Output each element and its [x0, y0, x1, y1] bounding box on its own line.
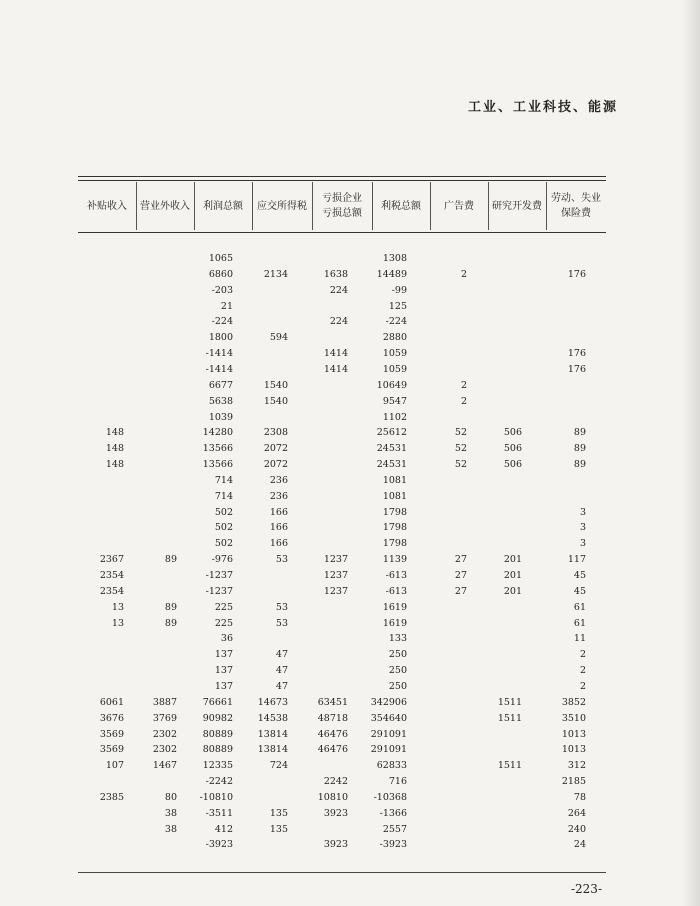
- table-row: [0, 491, 700, 507]
- table-cell-c7: 1511: [497, 712, 522, 724]
- table-cell-c1: 2302: [152, 728, 177, 740]
- table-cell-c3: 166: [269, 506, 288, 518]
- table-row: [0, 427, 700, 443]
- table-cell-c6: 52: [454, 443, 467, 455]
- column-header-c5: 利税总额: [381, 200, 421, 212]
- table-cell-c2: -1237: [205, 585, 233, 597]
- table-cell-c5: 354640: [370, 712, 407, 724]
- table-row: [0, 301, 700, 317]
- table-cell-c7: 506: [503, 459, 522, 471]
- table-cell-c6: 52: [454, 459, 467, 471]
- table-cell-c6: 27: [454, 570, 467, 581]
- table-row: [0, 285, 700, 301]
- table-cell-c8: 176: [567, 363, 586, 375]
- table-top-rule: [78, 176, 606, 177]
- table-cell-c5: 250: [388, 649, 407, 661]
- table-cell-c8: 264: [567, 807, 586, 819]
- table-cell-c2: 21: [220, 300, 233, 312]
- table-row: [0, 443, 700, 459]
- column-separator: [488, 182, 489, 230]
- table-cell-c1: 3887: [152, 696, 177, 708]
- table-row: [0, 633, 700, 649]
- table-cell-c6: 2: [460, 395, 467, 407]
- table-cell-c0: 2354: [99, 585, 124, 597]
- table-cell-c1: 1467: [152, 760, 177, 772]
- table-row: [0, 364, 700, 380]
- table-cell-c4: 46476: [317, 744, 348, 756]
- table-cell-c1: 80: [164, 791, 177, 803]
- column-separator: [430, 182, 431, 230]
- table-cell-c3: 13814: [257, 744, 288, 756]
- table-cell-c2: 502: [214, 538, 233, 550]
- table-cell-c3: 594: [269, 332, 288, 344]
- table-row: [0, 459, 700, 475]
- table-cell-c8: 1013: [561, 744, 586, 756]
- table-cell-c1: 89: [164, 601, 177, 613]
- table-cell-c2: 1800: [208, 332, 233, 344]
- column-header-c4: 亏损企业 亏损总额: [322, 193, 362, 219]
- table-cell-c2: 137: [214, 649, 233, 661]
- table-cell-c8: 3: [579, 506, 586, 518]
- table-row: [0, 522, 700, 538]
- table-cell-c5: 1059: [382, 348, 407, 360]
- table-row: [0, 618, 700, 634]
- table-row: [0, 507, 700, 523]
- table-row: [0, 808, 700, 824]
- table-cell-c2: 14280: [202, 427, 233, 439]
- table-cell-c8: 61: [573, 617, 586, 629]
- table-cell-c8: 78: [573, 791, 586, 803]
- table-cell-c2: -3511: [205, 807, 233, 819]
- table-cell-c0: 2354: [99, 570, 124, 581]
- table-cell-c2: 6860: [208, 268, 233, 280]
- table-row: [0, 412, 700, 428]
- table-cell-c2: -976: [211, 554, 233, 566]
- table-row: [0, 792, 700, 808]
- table-cell-c0: 13: [111, 601, 124, 613]
- table-cell-c7: 201: [503, 570, 522, 581]
- column-header-c0: 补贴收入: [87, 200, 127, 212]
- table-cell-c2: -3923: [205, 839, 233, 851]
- table-cell-c2: 36: [220, 633, 233, 645]
- table-cell-c1: 3769: [152, 712, 177, 724]
- table-cell-c4: 1237: [323, 585, 348, 597]
- table-cell-c5: 14489: [376, 268, 407, 280]
- table-cell-c3: 2308: [263, 427, 288, 439]
- table-header-bottom-rule: [78, 232, 606, 233]
- table-cell-c2: 502: [214, 506, 233, 518]
- table-cell-c2: 76661: [202, 696, 233, 708]
- table-cell-c0: 148: [105, 443, 124, 455]
- table-cell-c4: 10810: [317, 791, 348, 803]
- column-separator: [312, 182, 313, 230]
- table-cell-c3: 47: [275, 649, 288, 661]
- table-cell-c5: 24531: [376, 459, 407, 471]
- table-cell-c0: 3569: [99, 728, 124, 740]
- table-cell-c2: -1237: [205, 570, 233, 581]
- table-cell-c6: 2: [460, 379, 467, 391]
- table-cell-c7: 201: [503, 585, 522, 597]
- table-cell-c5: 133: [388, 633, 407, 645]
- table-cell-c0: 2367: [99, 554, 124, 566]
- section-title: 工业、工业科技、能源: [467, 100, 618, 115]
- table-row: [0, 538, 700, 554]
- table-cell-c1: 38: [164, 807, 177, 819]
- table-cell-c3: 53: [275, 601, 288, 613]
- table-row: [0, 332, 700, 348]
- table-cell-c8: 2: [579, 665, 586, 677]
- table-cell-c8: 3852: [561, 696, 586, 708]
- table-cell-c2: 13566: [202, 459, 233, 471]
- table-row: [0, 729, 700, 745]
- table-cell-c8: 1013: [561, 728, 586, 740]
- column-separator: [252, 182, 253, 230]
- table-cell-c5: 1619: [382, 617, 407, 629]
- table-cell-c5: 25612: [376, 427, 407, 439]
- table-cell-c8: 89: [573, 427, 586, 439]
- table-cell-c0: 3676: [99, 712, 124, 724]
- table-cell-c0: 2385: [99, 791, 124, 803]
- table-cell-c2: 502: [214, 522, 233, 534]
- table-cell-c2: 225: [214, 601, 233, 613]
- table-cell-c8: 45: [573, 585, 586, 597]
- table-cell-c8: 89: [573, 459, 586, 471]
- table-cell-c8: 176: [567, 348, 586, 360]
- table-cell-c2: 1039: [208, 411, 233, 423]
- table-cell-c5: -3923: [379, 839, 407, 851]
- table-cell-c8: 2: [579, 649, 586, 661]
- table-row: [0, 554, 700, 570]
- table-cell-c8: 3: [579, 538, 586, 550]
- column-separator: [372, 182, 373, 230]
- table-cell-c5: 1798: [382, 538, 407, 550]
- table-row: [0, 253, 700, 269]
- table-cell-c4: 46476: [317, 728, 348, 740]
- table-cell-c3: 236: [269, 474, 288, 486]
- table-cell-c3: 53: [275, 617, 288, 629]
- table-top-rule-inner: [78, 180, 606, 181]
- table-cell-c5: -99: [391, 284, 407, 296]
- table-cell-c3: 2072: [263, 443, 288, 455]
- table-row: [0, 380, 700, 396]
- table-cell-c0: 6061: [99, 696, 124, 708]
- table-row: [0, 824, 700, 840]
- table-cell-c2: -224: [211, 316, 233, 328]
- table-row: [0, 760, 700, 776]
- table-cell-c4: 3923: [323, 839, 348, 851]
- column-header-c3: 应交所得税: [257, 200, 307, 212]
- table-cell-c5: 1102: [382, 411, 407, 423]
- table-cell-c5: 62833: [376, 760, 407, 772]
- table-cell-c7: 506: [503, 443, 522, 455]
- table-cell-c5: 2557: [382, 823, 407, 835]
- table-cell-c8: 2185: [561, 776, 586, 788]
- table-cell-c8: 61: [573, 601, 586, 613]
- table-cell-c4: 1237: [323, 570, 348, 581]
- table-cell-c8: 312: [567, 760, 586, 772]
- table-cell-c2: 714: [214, 474, 233, 486]
- table-cell-c7: 506: [503, 427, 522, 439]
- table-cell-c5: -224: [385, 316, 407, 328]
- table-cell-c3: 724: [269, 760, 288, 772]
- table-cell-c2: -1414: [205, 363, 233, 375]
- table-cell-c7: 1511: [497, 696, 522, 708]
- table-row: [0, 602, 700, 618]
- table-cell-c6: 27: [454, 585, 467, 597]
- table-cell-c3: 135: [269, 823, 288, 835]
- table-cell-c3: 14673: [257, 696, 288, 708]
- table-cell-c8: 45: [573, 570, 586, 581]
- table-row: [0, 396, 700, 412]
- table-cell-c5: 1308: [382, 253, 407, 264]
- table-cell-c4: 48718: [317, 712, 348, 724]
- table-cell-c3: 53: [275, 554, 288, 566]
- table-cell-c3: 1540: [263, 379, 288, 391]
- table-cell-c2: 90982: [202, 712, 233, 724]
- table-cell-c3: 236: [269, 490, 288, 502]
- table-cell-c5: 342906: [370, 696, 407, 708]
- table-cell-c2: -203: [211, 284, 233, 296]
- table-cell-c5: -1366: [379, 807, 407, 819]
- table-cell-c6: 2: [460, 268, 467, 280]
- table-cell-c3: 13814: [257, 728, 288, 740]
- table-cell-c5: 250: [388, 665, 407, 677]
- table-cell-c8: 89: [573, 443, 586, 455]
- table-row: [0, 586, 700, 602]
- table-cell-c5: 1081: [382, 474, 407, 486]
- table-cell-c3: 1540: [263, 395, 288, 407]
- table-cell-c7: 201: [503, 554, 522, 566]
- table-cell-c2: -10810: [199, 791, 233, 803]
- table-cell-c5: -10368: [373, 791, 407, 803]
- table-row: [0, 713, 700, 729]
- table-cell-c7: 1511: [497, 760, 522, 772]
- table-cell-c5: 1059: [382, 363, 407, 375]
- table-cell-c3: 14538: [257, 712, 288, 724]
- table-cell-c5: 1081: [382, 490, 407, 502]
- table-cell-c0: 13: [111, 617, 124, 629]
- table-cell-c5: 10649: [376, 379, 407, 391]
- table-cell-c3: 47: [275, 680, 288, 692]
- column-separator: [194, 182, 195, 230]
- table-cell-c2: 714: [214, 490, 233, 502]
- table-row: [0, 776, 700, 792]
- table-cell-c1: 89: [164, 554, 177, 566]
- table-cell-c5: 716: [388, 776, 407, 788]
- table-cell-c0: 148: [105, 427, 124, 439]
- table-cell-c8: 240: [567, 823, 586, 835]
- table-cell-c2: 412: [214, 823, 233, 835]
- table-cell-c2: -2242: [205, 776, 233, 788]
- table-cell-c1: 2302: [152, 744, 177, 756]
- page-bottom-rule: [78, 872, 606, 873]
- table-cell-c4: 2242: [323, 776, 348, 788]
- table-cell-c6: 52: [454, 427, 467, 439]
- column-separator: [546, 182, 547, 230]
- table-row: [0, 839, 700, 855]
- table-row: [0, 570, 700, 586]
- table-cell-c3: 2134: [263, 268, 288, 280]
- table-cell-c5: 2880: [382, 332, 407, 344]
- table-row: [0, 475, 700, 491]
- table-cell-c5: 291091: [370, 744, 407, 756]
- column-header-c2: 利润总额: [203, 200, 243, 212]
- table-cell-c2: 137: [214, 680, 233, 692]
- table-cell-c3: 135: [269, 807, 288, 819]
- table-cell-c5: 1619: [382, 601, 407, 613]
- table-cell-c2: -1414: [205, 348, 233, 360]
- table-cell-c5: 9547: [382, 395, 407, 407]
- table-row: [0, 649, 700, 665]
- table-cell-c5: 125: [388, 300, 407, 312]
- column-header-c8: 劳动、失业 保险费: [551, 193, 601, 219]
- table-cell-c5: 1798: [382, 522, 407, 534]
- table-cell-c8: 3: [579, 522, 586, 534]
- table-cell-c5: 24531: [376, 443, 407, 455]
- table-cell-c8: 2: [579, 680, 586, 692]
- table-row: [0, 348, 700, 364]
- column-header-c7: 研究开发费: [492, 200, 542, 212]
- table-cell-c2: 80889: [202, 744, 233, 756]
- table-cell-c2: 6677: [208, 379, 233, 391]
- table-cell-c0: 3569: [99, 744, 124, 756]
- table-cell-c5: 1139: [382, 554, 407, 566]
- table-cell-c5: -613: [385, 570, 407, 581]
- table-cell-c0: 107: [105, 760, 124, 772]
- table-cell-c2: 12335: [202, 760, 233, 772]
- table-cell-c5: 250: [388, 680, 407, 692]
- table-cell-c5: 1798: [382, 506, 407, 518]
- table-cell-c1: 38: [164, 823, 177, 835]
- table-cell-c8: 117: [567, 554, 586, 566]
- table-cell-c8: 24: [573, 839, 586, 851]
- table-cell-c3: 166: [269, 538, 288, 550]
- table-cell-c1: 89: [164, 617, 177, 629]
- table-cell-c4: 3923: [323, 807, 348, 819]
- table-row: [0, 316, 700, 332]
- table-row: [0, 681, 700, 697]
- page-number: -223-: [570, 882, 602, 896]
- table-cell-c4: 63451: [317, 696, 348, 708]
- table-cell-c5: 291091: [370, 728, 407, 740]
- table-cell-c4: 1237: [323, 554, 348, 566]
- column-separator: [136, 182, 137, 230]
- table-cell-c3: 166: [269, 522, 288, 534]
- table-cell-c8: 3510: [561, 712, 586, 724]
- table-cell-c2: 13566: [202, 443, 233, 455]
- table-row: [0, 269, 700, 285]
- table-cell-c2: 137: [214, 665, 233, 677]
- column-header-c6: 广告费: [444, 200, 474, 212]
- table-cell-c6: 27: [454, 554, 467, 566]
- table-cell-c8: 11: [573, 633, 586, 645]
- table-cell-c5: -613: [385, 585, 407, 597]
- table-cell-c2: 5638: [208, 395, 233, 407]
- table-row: [0, 744, 700, 760]
- table-cell-c3: 47: [275, 665, 288, 677]
- column-header-c1: 营业外收入: [140, 200, 190, 212]
- table-cell-c2: 225: [214, 617, 233, 629]
- table-cell-c3: 2072: [263, 459, 288, 471]
- table-cell-c0: 148: [105, 459, 124, 471]
- table-cell-c4: 1414: [323, 348, 348, 360]
- table-cell-c4: 1414: [323, 363, 348, 375]
- table-cell-c4: 224: [329, 284, 348, 296]
- table-cell-c2: 80889: [202, 728, 233, 740]
- table-cell-c4: 1638: [323, 268, 348, 280]
- table-row: [0, 665, 700, 681]
- table-cell-c2: 1065: [208, 253, 233, 264]
- table-row: [0, 697, 700, 713]
- table-cell-c4: 224: [329, 316, 348, 328]
- table-cell-c8: 176: [567, 268, 586, 280]
